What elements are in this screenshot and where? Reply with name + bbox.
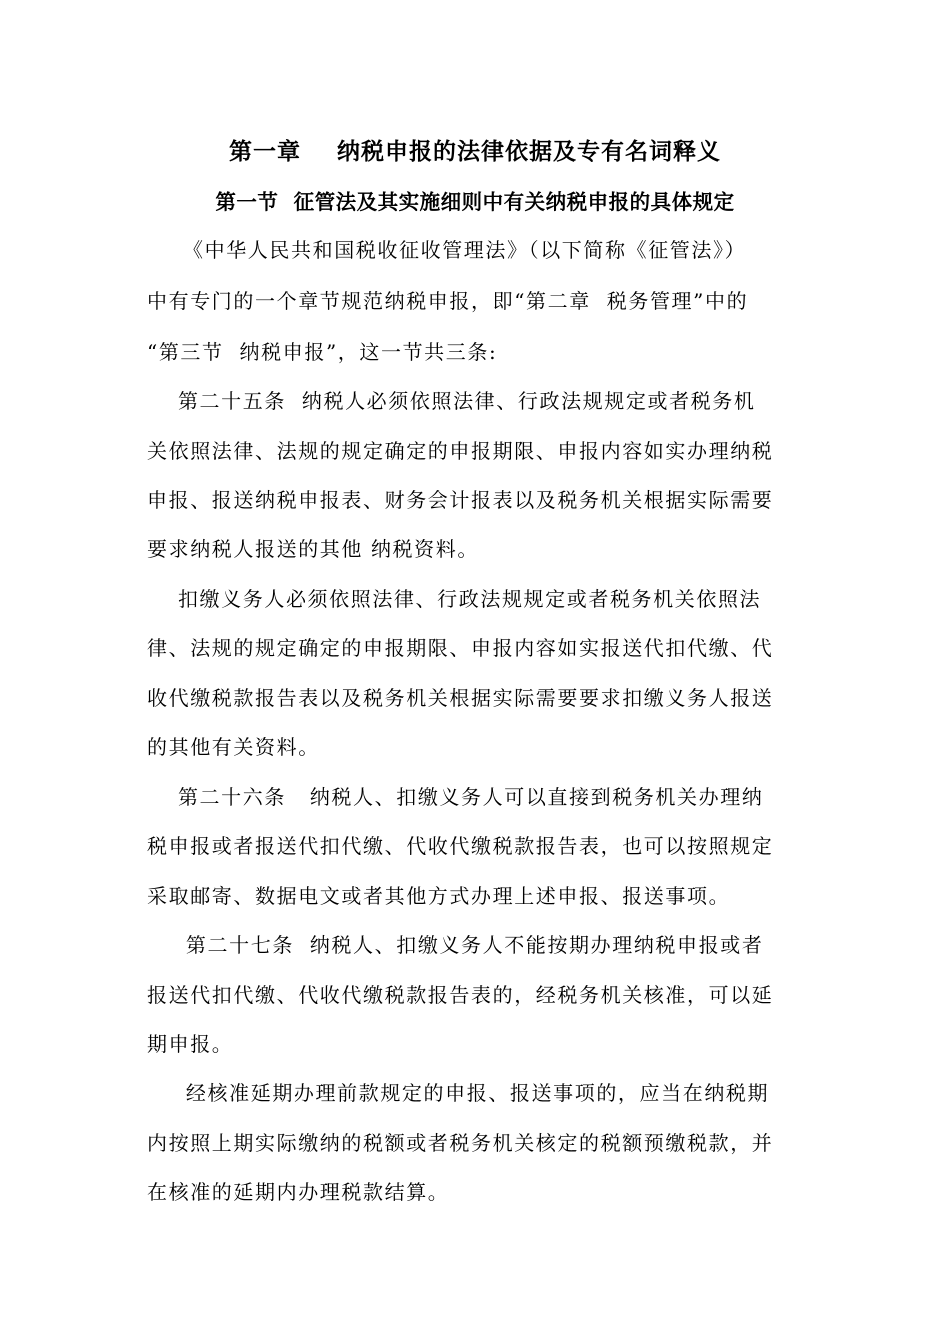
text-line: 税申报或者报送代扣代缴、代收代缴税款报告表，也可以按照规定 xyxy=(147,834,774,858)
text-line: 期申报。 xyxy=(147,1032,234,1056)
text-line: 在核准的延期内办理税款结算。 xyxy=(147,1180,450,1204)
text-line: 律、法规的规定确定的申报期限、申报内容如实报送代扣代缴、代 xyxy=(147,636,774,660)
text-line: 扣缴义务人必须依照法律、行政法规规定或者税务机关依照法 xyxy=(170,587,762,611)
text-line: 申报、报送纳税申报表、财务会计报表以及税务机关根据实际需要 xyxy=(147,488,774,512)
text-line: 经核准延期办理前款规定的申报、报送事项的，应当在纳税期 xyxy=(170,1081,770,1105)
text-line: 第二十五条 纳税人必须依照法律、行政法规规定或者税务机 xyxy=(170,389,756,413)
text-line: 第二十六条 纳税人、扣缴义务人可以直接到税务机关办理纳 xyxy=(170,785,764,809)
text-line: 收代缴税款报告表以及税务机关根据实际需要要求扣缴义务人报送 xyxy=(147,686,774,710)
section-title: 第一节 征管法及其实施细则中有关纳税申报的具体规定 xyxy=(215,190,735,214)
text-line: 要求纳税人报送的其他 纳税资料。 xyxy=(147,537,479,561)
text-line: 第二十七条 纳税人、扣缴义务人不能按期办理纳税申报或者 xyxy=(170,933,764,957)
text-line: 的其他有关资料。 xyxy=(147,735,320,759)
text-line: 中有专门的一个章节规范纳税申报，即“第二章 税务管理”中的 xyxy=(147,289,749,313)
text-line: 内按照上期实际缴纳的税额或者税务机关核定的税额预缴税款，并 xyxy=(147,1131,774,1155)
chapter-title: 第一章 纳税申报的法律依据及专有名词释义 xyxy=(228,138,722,165)
text-line: 《中华人民共和国税收征收管理法》（以下简称《征管法》） xyxy=(183,238,747,262)
text-line: 关依照法律、法规的规定确定的申报期限、申报内容如实办理纳税 xyxy=(147,439,774,463)
text-line: 采取邮寄、数据电文或者其他方式办理上述申报、报送事项。 xyxy=(147,884,731,908)
text-line: 报送代扣代缴、代收代缴税款报告表的，经税务机关核准，可以延 xyxy=(147,983,774,1007)
text-line: “第三节 纳税申报”，这一节共三条: xyxy=(147,340,498,364)
